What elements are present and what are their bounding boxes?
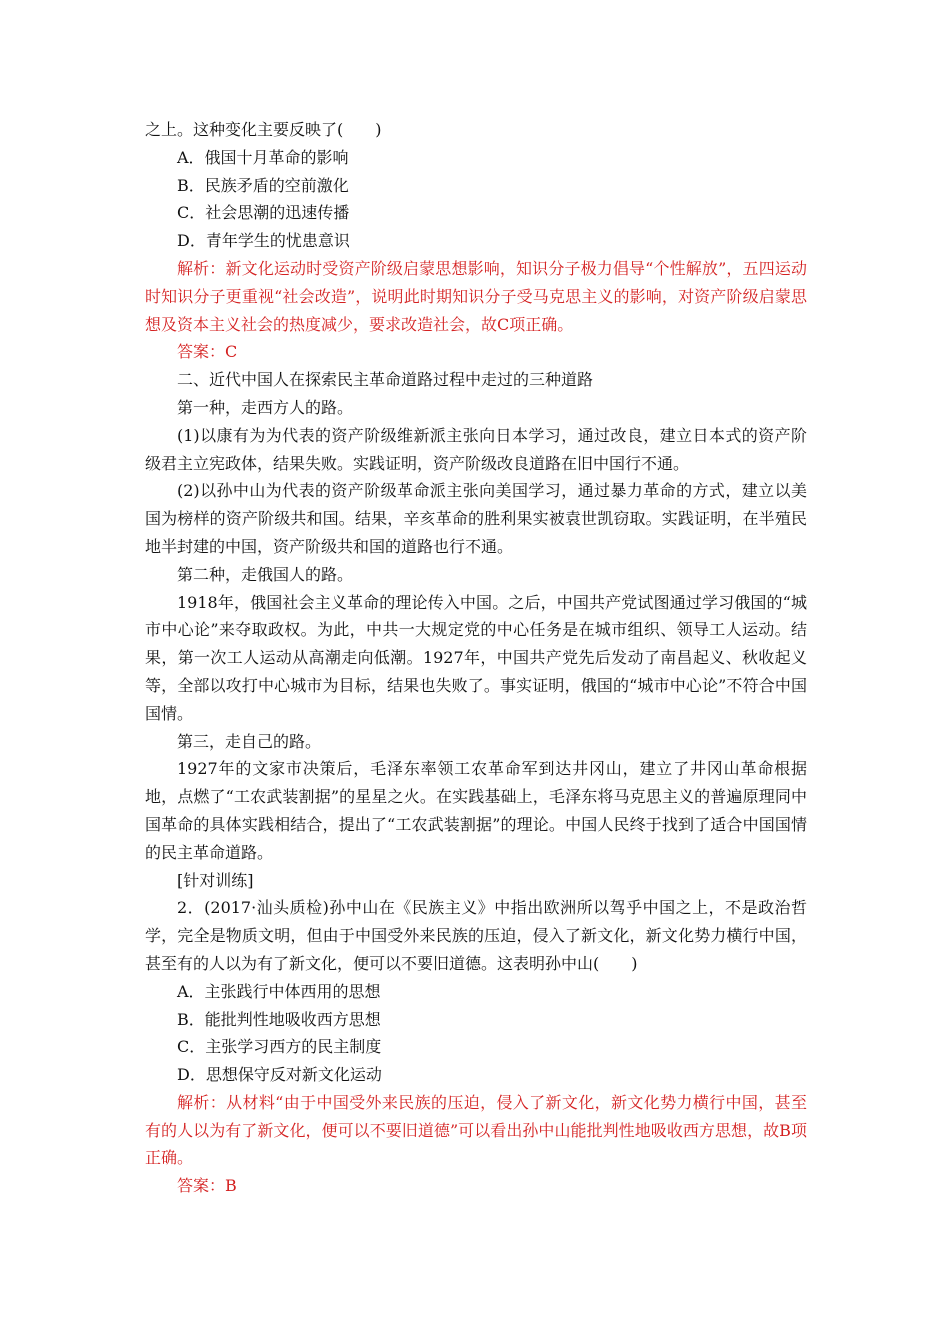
section2-first-p1: (1)以康有为为代表的资产阶级维新派主张向日本学习，通过改良，建立日本式的资产阶级君主立宪政体，结果失败。实践证明，资产阶级改良道路在旧中国行不通。: [145, 425, 807, 473]
q1-stem-tail: 之上。这种变化主要反映了( ): [145, 120, 382, 139]
section2-second: 第二种，走俄国人的路。: [177, 564, 354, 584]
q1-analysis: [145, 255, 807, 338]
q1-option-a: A．俄国十月革命的影响: [177, 147, 349, 167]
q2-answer: 答案：B: [177, 1176, 237, 1196]
q1-option-b: B．民族矛盾的空前激化: [177, 175, 349, 195]
q2-option-a: A．主张践行中体西用的思想: [177, 981, 381, 1001]
q2-option-c: C．主张学习西方的民主制度: [177, 1037, 382, 1057]
section2-third-p: 1927年的文家市决策后，毛泽东率领工农革命军到达井冈山，建立了井冈山革命根据地，点燃了“工农武装割据”的星星之火。在实践基础上，毛泽东将马克思主义的普遍原理同中国革命的具体实践相结合，提出了“工农武装割据”的理论。中国人民终于找到了适合中国国情的民主革命道路。: [145, 759, 807, 862]
q1-analysis-text: 新文化运动时受资产阶级启蒙思想影响，知识分子极力倡导“个性解放”，五四运动时知识分子更重视“社会改造”，说明此时期知识分子受马克思主义的影响，对资产阶级启蒙思想及资本主义社会的热度减少，要求改造社会，故C项正确。: [145, 258, 807, 334]
section2-second-p: 1918年，俄国社会主义革命的理论传入中国。之后，中国共产党试图通过学习俄国的“城市中心论”来夺取政权。为此，中共一大规定党的中心任务是在城市组织、领导工人运动。结果，第一次工人运动从高潮走向低潮。1927年，中国共产党先后发动了南昌起义、秋收起义等，全部以攻打中心城市为目标，结果也失败了。事实证明，俄国的“城市中心论”不符合中国国情。: [145, 592, 807, 723]
q2-analysis-text: 从材料“由于中国受外来民族的压迫，侵入了新文化，新文化势力横行中国，甚至有的人以为有了新文化，便可以不要旧道德”可以看出孙中山能批判性地吸收西方思想，故B项正确。: [145, 1092, 807, 1168]
q2-analysis: [145, 1089, 807, 1172]
q2-option-b: B．能批判性地吸收西方思想: [177, 1009, 381, 1029]
section2-first-p2: (2)以孙中山为代表的资产阶级革命派主张向美国学习，通过暴力革命的方式，建立以美国为榜样的资产阶级共和国。结果，辛亥革命的胜利果实被袁世凯窃取。实践证明，在半殖民地半封建的中国，资产阶级共和国的道路也行不通。: [145, 481, 807, 556]
q1-answer: 答案：C: [177, 342, 238, 362]
document-page: [145, 116, 807, 1200]
section2-heading: 二、近代中国人在探索民主革命道路过程中走过的三种道路: [177, 370, 594, 390]
section2-third: 第三，走自己的路。: [177, 731, 322, 751]
q1-option-d: D．青年学生的忧患意识: [177, 231, 350, 251]
q2-analysis-label: 解析：: [177, 1092, 227, 1112]
q2-stem: 2．(2017·汕头质检)孙中山在《民族主义》中指出欧洲所以驾乎中国之上，不是政治哲学，完全是物质文明，但由于中国受外来民族的压迫，侵入了新文化，新文化势力横行中国，甚至有的人以为有了新文化，便可以不要旧道德。这表明孙中山( ): [145, 898, 807, 973]
q1-option-c: C．社会思潮的迅速传播: [177, 203, 350, 223]
training-heading: [针对训练]: [177, 870, 254, 890]
section2-first: 第一种，走西方人的路。: [177, 397, 354, 417]
q1-analysis-label: 解析：: [177, 258, 226, 278]
q2-option-d: D．思想保守反对新文化运动: [177, 1065, 382, 1085]
